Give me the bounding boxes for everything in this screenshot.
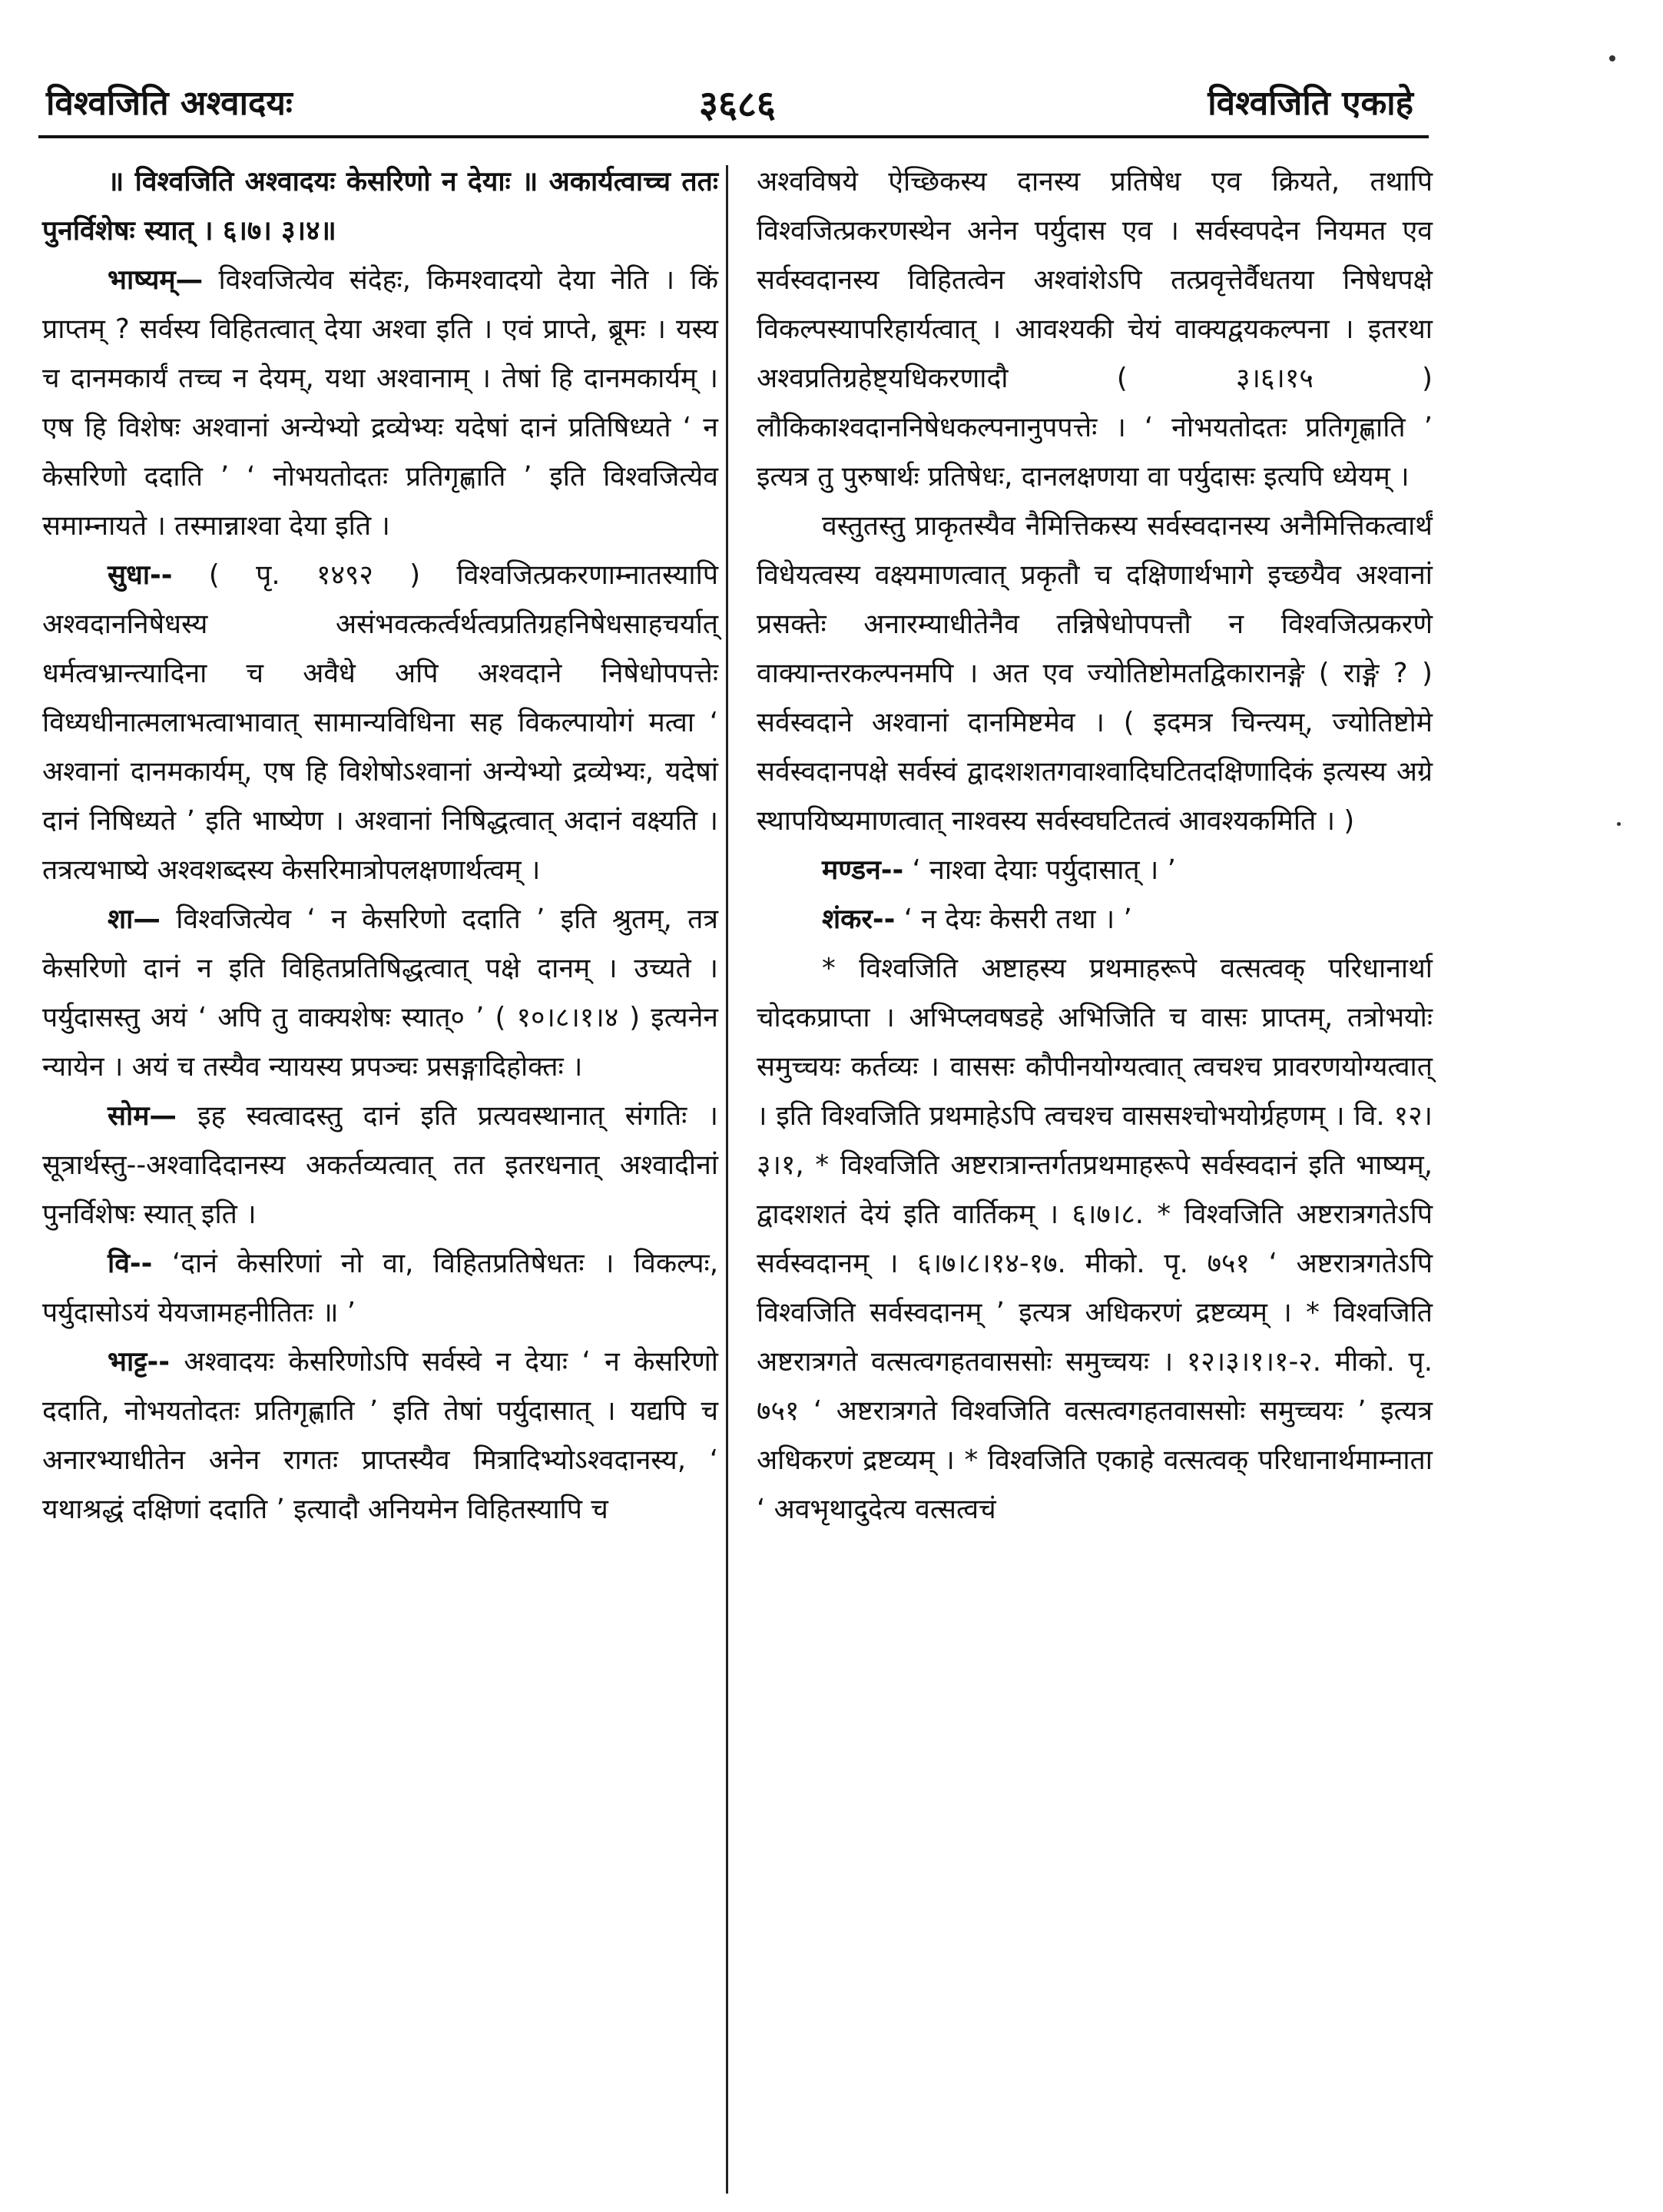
paragraph-text: विश्वजित्येव ‘ न केसरिणो ददाति ’ इति श्रुतम्, तत्र केसरिणो दानं न इति विहितप्रतिषिद्धत्वात् पक्षे दानम् । उच्यते । पर्युदासस्तु अयं ‘ अपि तु वाक्यशेषः स्यात्० ’ ( १०।८।१।४ ) इत्यनेन न्यायेन । अयं च तस्यैव न्यायस्य प्रपञ्चः प्रसङ्गादिहोक्तः । [42,904,718,1083]
paragraph-text: ‘ न देयः केसरी तथा । ’ [895,904,1132,935]
paragraph-text: इह स्वत्वादस्तु दानं इति प्रत्यवस्थानात् संगतिः । सूत्रार्थस्तु--अश्वादिदानस्य अकर्तव्यत्वात् तत इतरधनात् अश्वादीनां पुनर्विशेषः स्यात् इति । [42,1100,718,1230]
margin-mark [1609,55,1615,61]
margin-mark [1617,822,1621,826]
paragraph-text: ‘ नाश्वा देयाः पर्युदासात् । ’ [903,854,1176,886]
paragraph [42,551,718,895]
paragraph-text: अश्वादयः केसरिणोऽपि सर्वस्वे न देयाः ‘ न केसरिणो ददाति, नोभयतोदतः प्रतिगृह्णाति ’ इति तेषां पर्युदासात् । यद्यपि च अनारभ्याधीतेन अनेन रागतः प्राप्तस्यैव मित्रादिभ्योऽश्वदानस्य, ‘ यथाश्रद्धं दक्षिणां ददाति ’ इत्यादौ अनियमेन विहितस्यापि च [42,1346,718,1525]
column-divider [726,165,728,2194]
paragraph [757,846,1433,895]
paragraph-text: * विश्वजिति अष्टाहस्य प्रथमाहरूपे वत्सत्वक् परिधानार्था चोदकप्राप्ता । अभिप्लवषडहे अभिजिति च वासः प्राप्तम्, तत्रोभयोः समुच्चयः कर्तव्यः । वाससः कौपीनयोग्यत्वात् त्वचश्च प्रावरणयोग्यत्वात् । इति विश्वजिति प्रथमाहेऽपि त्वचश्च वाससश्चोभयोर्ग्रहणम् । वि. १२।३।१, * विश्वजिति अष्टरात्रान्तर्गतप्रथमाहरूपे सर्वस्वदानं इति भाष्यम्, द्वादशशतं देयं इति वार्तिकम् । ६।७।८. * विश्वजिति अष्टरात्रगतेऽपि सर्वस्वदानम् । ६।७।८।१४-१७. मीको. पृ. ७५१ ‘ अष्टरात्रगतेऽपि विश्वजिति सर्वस्वदानम् ’ इत्यत्र अधिकरणं द्रष्टव्यम् । * विश्वजिति अष्टरात्रगते वत्सत्वगहतवाससोः समुच्चयः । १२।३।१।१-२. मीको. पृ. ७५१ ‘ अष्टरात्रगते विश्वजिति वत्सत्वगहतवाससोः समुच्चयः ’ इत्यत्र अधिकरणं द्रष्टव्यम् । * विश्वजिति एकाहे वत्सत्वक् परिधानार्थमाम्नाता ‘ अवभृथादुदेत्य वत्सत्वचं [757,953,1433,1525]
paragraph [757,502,1433,846]
paragraph [42,895,718,1092]
paragraph-text: ॥ विश्वजिति अश्वादयः केसरिणो न देयाः ॥ अकार्यत्वाच्च ततः पुनर्विशेषः स्यात् । ६।७। ३।४॥ [42,166,718,247]
header-rule [38,135,1429,138]
paragraph [42,158,718,256]
paragraph-text: विश्वजित्येव संदेहः, किमश्वादयो देया नेति । किं प्राप्तम् ? सर्वस्य विहितत्वात् देया अश्वा इति । एवं प्राप्ते, ब्रूमः । यस्य च दानमकार्यं तच्च न देयम्, यथा अश्वानाम् । तेषां हि दानमकार्यम् । एष हि विशेषः अश्वानां अन्येभ्यो द्रव्येभ्यः यदेषां दानं प्रतिषिध्यते ‘ न केसरिणो ददाति ’ ‘ नोभयतोदतः प्रतिगृह्णाति ’ इति विश्वजित्येव समाम्नायते । तस्मान्नाश्वा देया इति । [42,264,718,542]
paragraph-text: अश्वविषये ऐच्छिकस्य दानस्य प्रतिषेध एव क्रियते, तथापि विश्वजित्प्रकरणस्थेन अनेन पर्युदास एव । सर्वस्वपदेन नियमत एव सर्वस्वदानस्य विहितत्वेन अश्वांशेऽपि तत्प्रवृत्तेर्वैधतया निषेधपक्षे विकल्पस्यापरिहार्यत्वात् । आवश्यकी चेयं वाक्यद्वयकल्पना । इतरथा अश्वप्रतिग्रहेष्ट्यधिकरणादौ ( ३।६।१५ ) लौकिकाश्वदाननिषेधकल्पनानुपपत्तेः । ‘ नोभयतोदतः प्रतिगृह्णाति ’ इत्यत्र तु पुरुषार्थः प्रतिषेधः, दानलक्षणया वा पर्युदासः इत्यपि ध्येयम् । [757,166,1433,492]
right-column [757,158,1433,1534]
running-head-right: विश्वजिति एकाहे [1207,84,1413,123]
paragraph-text: ( पृ. १४९२ ) विश्वजित्प्रकरणाम्नातस्यापि अश्वदाननिषेधस्य असंभवत्कर्त्वर्थत्वप्रतिग्रहनिषेधसाहचर्यात् धर्मत्वभ्रान्त्यादिना च अवैधे अपि अश्वदाने निषेधोपपत्तेः विध्यधीनात्मलाभत्वाभावात् सामान्यविधिना सह विकल्पायोगं मत्वा ‘ अश्वानां दानमकार्यम्, एष हि विशेषोऽश्वानां अन्येभ्यो द्रव्येभ्यः, यदेषां दानं निषिध्यते ’ इति भाष्येण । अश्वानां निषिद्धत्वात् अदानं वक्ष्यति । तत्रत्यभाष्ये अश्वशब्दस्य केसरिमात्रोपलक्षणार्थत्वम् । [42,559,718,886]
paragraph [757,895,1433,944]
page-number: ३६८६ [699,83,776,126]
paragraph [42,1239,718,1338]
page-header [38,71,1429,132]
paragraph [42,256,718,551]
commentary-label: भाष्यम्— [108,264,204,296]
commentary-label: मण्डन-- [822,854,904,886]
paragraph [757,158,1433,502]
paragraph-text: ‘दानं केसरिणां नो वा, विहितप्रतिषेधतः । विकल्पः, पर्युदासोऽयं येयजामहनीतितः ॥ ’ [42,1248,718,1328]
paragraph [42,1092,718,1239]
running-head-left: विश्वजिति अश्वादयः [46,84,293,123]
commentary-label: भाट्ट-- [108,1346,170,1378]
left-column [42,158,718,1534]
paragraph [42,1338,718,1534]
commentary-label: शंकर-- [822,904,896,935]
paragraph [757,944,1433,1534]
commentary-label: सुधा-- [108,559,173,591]
commentary-label: वि-- [108,1248,153,1279]
commentary-label: सोम— [108,1100,177,1132]
commentary-label: शा— [108,904,161,935]
paragraph-text: वस्तुतस्तु प्राकृतस्यैव नैमित्तिकस्य सर्वस्वदानस्य अनैमित्तिकत्वार्थं विधेयत्वस्य वक्ष्यमाणत्वात् प्रकृतौ च दक्षिणार्थभागे इच्छयैव अश्वानां प्रसक्तेः अनारम्याधीतेनैव तन्निषेधोपपत्तौ न विश्वजित्प्रकरणे वाक्यान्तरकल्पनमपि । अत एव ज्योतिष्टोमतद्विकारानङ्गे ( राङ्गे ? ) सर्वस्वदाने अश्वानां दानमिष्टमेव । ( इदमत्र चिन्त्यम्, ज्योतिष्टोमे सर्वस्वदानपक्षे सर्वस्वं द्वादशशतगवाश्वादिघटितदक्षिणादिकं इत्यस्य अग्रे स्थापयिष्यमाणत्वात् नाश्वस्य सर्वस्वघटितत्वं आवश्यकमिति । ) [757,510,1433,837]
